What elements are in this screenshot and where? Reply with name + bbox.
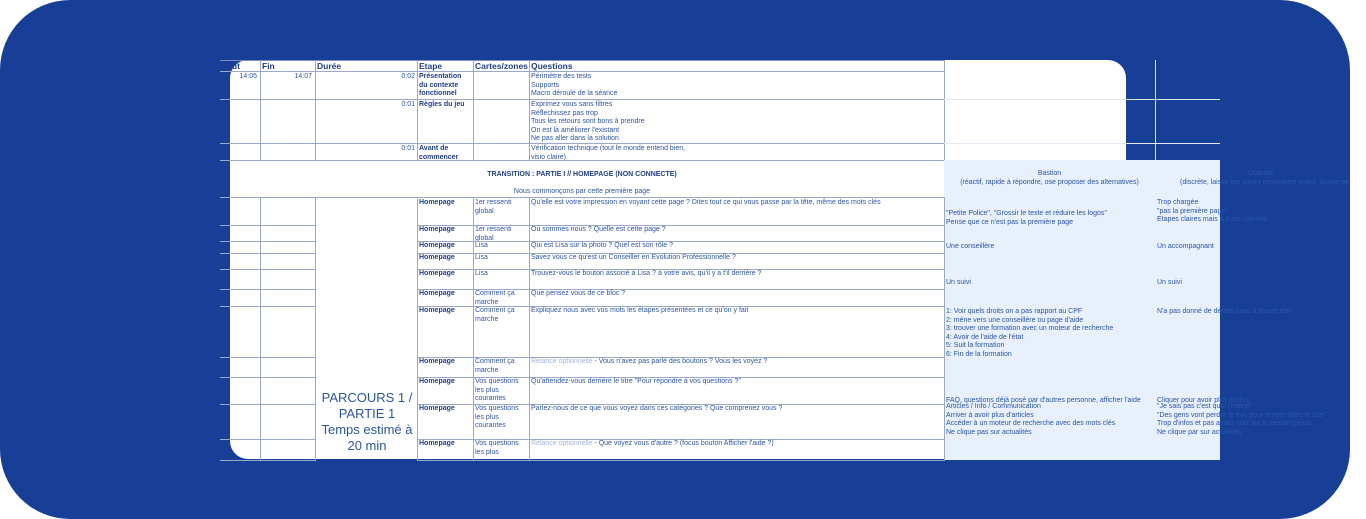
col-line	[315, 60, 316, 160]
col-line	[944, 60, 945, 160]
row-etape: Homepage	[419, 290, 455, 297]
ouardia-note: Un accompagnant	[1157, 243, 1214, 250]
row-question: Savez vous ce qu'est un Conseiller en Evolution Professionnelle ?	[531, 254, 736, 261]
row-etape: Homepage	[419, 405, 455, 412]
col-line	[944, 197, 945, 460]
header-etape: Etape	[419, 61, 443, 71]
ouardia-note: Cliquer pour avoir plus d'infos	[1157, 397, 1249, 404]
col-line	[529, 197, 530, 460]
col-line	[417, 60, 418, 160]
row-line	[220, 306, 316, 307]
row-line	[220, 289, 316, 290]
row-etape: Homepage	[419, 358, 455, 365]
row-line-light	[944, 99, 1220, 100]
row-etape: Homepage	[419, 307, 455, 314]
col-line	[260, 60, 261, 160]
bastion-note: FAQ, questions déjà posé par d'autres personne, afficher l'aide	[946, 397, 1141, 404]
row-carte: Vos questions les plus courantes	[475, 378, 519, 402]
row-carte: Vos questions les plus courantes	[475, 405, 519, 429]
row-question: Où sommes nous ? Quelle est cette page ?	[531, 226, 666, 233]
row-carte: Lisa	[475, 242, 488, 249]
row-question-text: - Que voyez vous d'autre ? (focus bouton Afficher l'aide ?)	[592, 440, 774, 447]
row-carte: Vos questions les plus	[475, 440, 519, 456]
header-debut: ebut	[222, 61, 240, 71]
transition-title: TRANSITION : PARTIE I // HOMEPAGE (NON CONNECTE)	[487, 171, 677, 178]
transition-subtitle: Nous commonçons par cette première page	[513, 188, 651, 195]
intro-duree: 0:01	[401, 101, 415, 108]
row-question: Que pensez vous de ce bloc ?	[531, 290, 626, 297]
header-questions: Questions	[531, 61, 573, 71]
row-carte: 1er ressenti global	[475, 226, 512, 242]
col-line	[473, 60, 474, 160]
intro-question: Supports	[531, 81, 560, 89]
intro-question: Vérification technique (tout le monde entend bien,	[531, 145, 686, 152]
intro-etape: Présentation du contexte fonctionnel	[419, 73, 462, 97]
row-question	[531, 440, 941, 449]
row-line	[220, 269, 316, 270]
intro-question: Réflechissez pas trop	[531, 109, 598, 117]
bastion-note: Articles / Info / Communication Arriver à avoir plus d'articles Accéder à un moteur de recherche avec des mots clés Ne clique pas sur actualités	[946, 403, 1116, 436]
row-question: Qui est Lisa sur la photo ? Quel est son rôle ?	[531, 242, 674, 249]
intro-question: Macro déroulé de la séance	[531, 90, 618, 97]
row-carte: Lisa	[475, 254, 488, 261]
intro-question: Tous les retours sont bons à prendre	[531, 118, 645, 125]
row-etape: Homepage	[419, 440, 455, 447]
spreadsheet-card	[222, 60, 1349, 459]
row-line	[417, 460, 945, 461]
ouardia-note: N'a pas donné de détails mais à trouvé clair	[1157, 308, 1293, 315]
row-line	[220, 404, 316, 405]
intro-fin: 14:07	[294, 73, 312, 80]
spreadsheet	[220, 60, 1349, 480]
col-line	[473, 197, 474, 460]
relance-optionnelle: Relance optionnelle	[531, 358, 593, 365]
row-etape: Homepage	[419, 226, 455, 233]
row-line	[220, 143, 944, 144]
row-question	[531, 358, 941, 367]
ouardia-note: Trop chargée "pas la première page" Etapes claires mais à lu en colonne	[1157, 199, 1268, 223]
row-question: Parlez-nous de ce que vous voyez dans ces catégories ? Que comprenez vous ?	[531, 405, 783, 412]
participant-name: Ouardia	[1248, 170, 1273, 177]
intro-duree: 0:02	[401, 73, 415, 80]
row-carte: Lisa	[475, 270, 488, 277]
parcours-label: PARCOURS 1 / PARTIE 1 Temps estimé à 20 min	[321, 390, 413, 453]
intro-debut: 14:05	[239, 73, 257, 80]
col-line-light	[1155, 60, 1156, 160]
row-question-text: - Vous n'avez pas parlé des boutons ? Vous les voyez ?	[592, 358, 768, 365]
row-line	[220, 160, 944, 161]
intro-question: visio claire)	[531, 153, 567, 161]
row-etape: Homepage	[419, 242, 455, 249]
row-line	[220, 357, 316, 358]
row-etape: Homepage	[419, 378, 455, 385]
intro-question: Périmètre des tests	[531, 73, 592, 80]
row-line	[220, 460, 316, 461]
relance-optionnelle: Relance optionnelle	[531, 440, 593, 447]
row-line	[220, 253, 316, 254]
intro-etape: Règles du jeu	[419, 101, 465, 108]
header-duree: Durée	[317, 61, 342, 71]
intro-duree: 0:01	[401, 145, 415, 152]
row-question: Qu'elle est votre impression en voyant cette page ? Dites tout ce qui vous passe par la tête, même des mots clés	[531, 199, 881, 206]
row-etape: Homepage	[419, 270, 455, 277]
bastion-note: Un suivi	[946, 279, 971, 286]
row-carte: Comment ça marche	[475, 358, 515, 374]
bastion-note: 1: Voir quels droits on a pas rapport au CPF 2: mène vers une conseillère ou page d'aide 3: trouver une formation avec un moteur de recherche 4: Avoir de l'aide de l'état 5: Suit la formation 6: Fin de la formation	[946, 308, 1114, 358]
participant-name: Bastion	[1037, 170, 1062, 177]
row-line	[220, 439, 316, 440]
header-bottom-line	[220, 71, 944, 72]
row-line	[220, 197, 944, 198]
row-carte: Comment ça marche	[475, 290, 515, 306]
header-fin: Fin	[262, 61, 275, 71]
ouardia-note: Un suivi	[1157, 279, 1182, 286]
row-line-light	[944, 143, 1220, 144]
ouardia-note: "Je sais pas c'est quoi l'intérêt" "Des gens vont perdre le truc pour rentrer dans le site" Trop d'infos et pas assez clair sur le besoin précis Ne clique par sur actualités	[1157, 403, 1326, 436]
row-question: Qu'attendez-vous derrière le titre "Pour répondre à vos questions ?"	[531, 378, 741, 385]
header-cartes: Cartes/zones	[475, 61, 528, 71]
intro-question: Exprimez vous sans filtres	[531, 101, 613, 108]
row-etape: Homepage	[419, 199, 455, 206]
participant-desc: (réactif, rapide à répondre, ose proposer des alternatives)	[960, 179, 1139, 186]
col-line	[417, 197, 418, 460]
bastion-note: "Petite Police", "Grossir le texte et réduire les logos" Pense que ce n'est pas la première page	[946, 210, 1107, 226]
row-carte: 1er ressenti global	[475, 199, 512, 215]
col-line	[315, 197, 316, 460]
row-etape: Homepage	[419, 254, 455, 261]
col-line	[260, 197, 261, 460]
row-question: Expliquez nous avec vos mots les étapes présentées et ce qu'on y fait	[531, 307, 749, 314]
participant-desc: (discrète, laisse les autres répondrent avant, donne pe	[1180, 179, 1349, 186]
row-question: Trouvez-vous le bouton associé à Lisa ? à votre avis, qu'il y a t'il derrière ?	[531, 270, 762, 277]
row-line	[220, 99, 944, 100]
row-carte: Comment ça marche	[475, 307, 515, 323]
intro-question: Ne pas aller dans la solution	[531, 135, 619, 142]
bastion-note: Une conseillère	[946, 243, 995, 250]
row-line	[220, 241, 316, 242]
intro-question: On est là améliorer l'existant	[531, 126, 620, 134]
row-line	[220, 377, 316, 378]
row-line	[220, 225, 316, 226]
col-line	[529, 60, 530, 160]
intro-etape: Avant de commencer	[419, 145, 459, 161]
